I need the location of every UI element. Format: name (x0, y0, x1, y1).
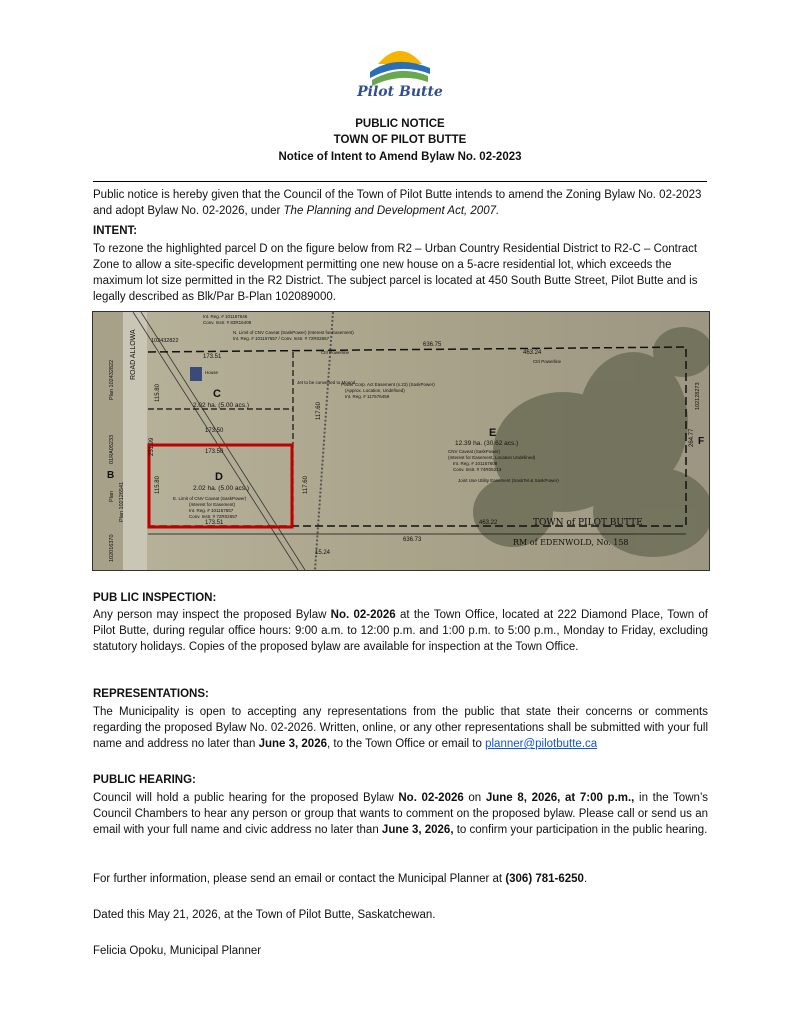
road-label: ROAD ALLOWA (130, 329, 137, 380)
header-rule (93, 181, 707, 182)
hearing-heading: PUBLIC HEARING: (93, 774, 196, 786)
dim-d6: 173.51 (205, 520, 224, 526)
representations-paragraph (93, 704, 708, 752)
representations-deadline: June 3, 2026 (258, 738, 327, 750)
note-n20: House (205, 370, 219, 375)
intent-text: To rezone the highlighted parcel D on the figure below from R2 – Urban Country Residential District to R2-C – Contract Zone to allow a site-specific development permitting one new house on a 5-acre residential lot, which exceeds the maximum lot size permitted in the R2 District. The subject parcel is located at 450 South Butte Street, Pilot Butte and is legally described as Blk/Par B-Plan 102089000. (93, 243, 698, 303)
town-boundary-label: TOWN of PILOT BUTTE (533, 518, 643, 528)
info-paragraph (93, 871, 708, 887)
dim-d9: 115.80 (155, 384, 161, 402)
rm-boundary-label: RM of EDENWOLD, No. 158 (513, 538, 629, 547)
parcel-d-letter: D (215, 471, 223, 483)
header-title: Notice of Intent to Amend Bylaw No. 02-2023 (278, 151, 522, 163)
hearing-text-1: Council will hold a public hearing for the proposed Bylaw (93, 792, 399, 804)
plan-label-7: 01RA05233 (109, 434, 115, 464)
plan-label-5: 102016370 (109, 534, 115, 562)
dated-line: Dated this May 21, 2026, at the Town of Pilot Butte, Saskatchewan. (93, 909, 436, 921)
dim-d12: 117.60 (303, 476, 309, 494)
note-n13: (Interest for Easement) (189, 502, 236, 507)
town-logo (350, 40, 450, 108)
plan-label-4: 102128273 (695, 382, 701, 410)
info-text-1: For further information, please send an email or contact the Municipal Planner at (93, 873, 506, 885)
plan-label-1: Plan 102432822 (109, 359, 115, 400)
signature-line: Felicia Opoku, Municipal Planner (93, 945, 262, 957)
hearing-date-time: June 8, 2026, at 7:00 p.m., (485, 792, 635, 804)
info-text-2: . (583, 873, 588, 885)
note-n6: (Approx. Location, Undefined) (345, 388, 405, 393)
house-marker (190, 367, 202, 381)
parcel-b-letter: B (107, 470, 115, 481)
intro-act: The Planning and Development Act, 2007. (283, 205, 500, 217)
hearing-text-2: on (463, 792, 486, 804)
dim-d4: 173.50 (205, 428, 224, 434)
note-n9: (Interest for Easement, Location Undefined) (448, 455, 536, 460)
plan-label-3: Plan 102126541 (119, 481, 125, 522)
dim-d2: 636.75 (423, 342, 442, 348)
inspection-paragraph (93, 607, 708, 655)
note-n7: Int. Reg. # 117676459 (345, 394, 390, 399)
note-n14: Int. Reg. # 101167657 (189, 508, 234, 513)
hearing-text-3: in the Town’s Council Chambers to hear any person or group that wants to comment on the proposed bylaw. Please call or send us an email with your full name and civic address no later than (93, 792, 709, 836)
dim-d11: 117.60 (316, 402, 322, 420)
inspection-heading: PUB LIC INSPECTION: (93, 592, 217, 604)
header-public-notice: PUBLIC NOTICE (355, 118, 445, 130)
dim-d1: 173.51 (203, 354, 222, 360)
representations-heading: REPRESENTATIONS: (93, 688, 209, 700)
parcel-d-area: 2.02 ha. (5.00 acs.) (193, 485, 250, 492)
hearing-text-4: to confirm your participation in the public hearing. (453, 824, 708, 836)
intro-text: Public notice is hereby given that the Council of the Town of Pilot Butte intends to amend the Zoning Bylaw No. 02-2023 and adopt Bylaw No. 02-2026, under (93, 189, 702, 217)
dim-d10: 115.80 (155, 476, 161, 494)
parcel-map-figure (93, 312, 709, 570)
header-town: TOWN OF PILOT BUTTE (333, 134, 467, 146)
parcel-e-area: 12.39 ha. (30.62 acs.) (455, 440, 519, 447)
hearing-paragraph (93, 790, 708, 838)
note-n4: Conv. Instr. # 83R15408 (203, 320, 252, 325)
intro-paragraph (93, 187, 708, 219)
hearing-bylaw-no: No. 02-2026 (398, 792, 464, 804)
dim-d8: 636.73 (403, 537, 422, 543)
planner-phone: (306) 781-6250 (505, 873, 584, 885)
parcel-c-area: 2.02 ha. (5.00 acs.) (193, 402, 250, 409)
planner-email-link[interactable]: planner@pilotbutte.ca (485, 738, 598, 750)
inspection-text-1: Any person may inspect the proposed Bylaw (93, 609, 331, 621)
dim-d15: 15.24 (315, 550, 331, 556)
note-n3: Int. Reg. # 101167646 (203, 314, 248, 319)
parcel-map (92, 311, 710, 571)
dim-d13: 264.77 (689, 428, 695, 447)
inspection-text-2: at the Town Office, located at 222 Diamond Place, Town of Pilot Butte, during regular office hours: 9:00 a.m. to 12:00 p.m. and 1:00 p.m. to 5:00 p.m., Monday to Friday, excluding statutory holidays. Copies of the proposed bylaw are available for inspection at the Town Office. (93, 609, 708, 653)
logo-wordmark: Pilot Butte (357, 84, 443, 100)
parcel-f-letter: F (698, 436, 705, 447)
note-n18: Ctrl Powerline (533, 359, 562, 364)
dim-d7: 463.22 (479, 520, 498, 526)
note-n2: Int. Reg. # 101167657 / Conv. Instr. # 72R02657 (233, 336, 330, 341)
intent-heading: INTENT: (93, 225, 138, 237)
note-n5: Power Corp. Act Easement (s.23) (SaskPower) (341, 382, 435, 387)
intent-paragraph (93, 241, 708, 305)
plan-label-6: Plan (109, 490, 115, 502)
note-n17: Ctrl Powerline (321, 350, 350, 355)
hearing-deadline: June 3, 2026, (381, 824, 454, 836)
note-n16: Joint Use Utility Easement (SaskTel & SaskPower) (458, 478, 559, 483)
inspection-bylaw-no: No. 02-2026 (330, 609, 396, 621)
note-n19: Jet to be converted to Mound (297, 380, 356, 385)
representations-text-2: , to the Town Office or email to (327, 738, 486, 750)
dim-d5: 173.50 (205, 449, 224, 455)
dim-d3: 463.24 (523, 350, 542, 356)
note-n8: CNV Caveat (SaskPower) (448, 449, 501, 454)
plan-label-2: 102432822 (151, 338, 179, 344)
note-n12: E. Limit of CNV Caveat (SaskPower) (173, 496, 247, 501)
representations-text-1: The Municipality is open to accepting any representations from the public that state their concerns or comments regarding the proposed Bylaw No. 02-2026. Written, online, or any other representations shall be submitted with your full name and address no later than (93, 706, 708, 750)
note-n1: N. Limit of CNV Caveat (SaskPower) (Interest for Easement) (233, 330, 354, 335)
note-n11: Conv. Instr. # 74R05213 (453, 467, 502, 472)
parcel-e-letter: E (489, 427, 497, 439)
note-n15: Conv. Instr. # 72R02657 (189, 514, 238, 519)
note-n10: Int. Reg. # 101167608 (453, 461, 498, 466)
parcel-c-letter: C (213, 388, 221, 400)
logo-mark-icon (350, 40, 450, 86)
dim-d14: 251.99 (149, 437, 155, 456)
